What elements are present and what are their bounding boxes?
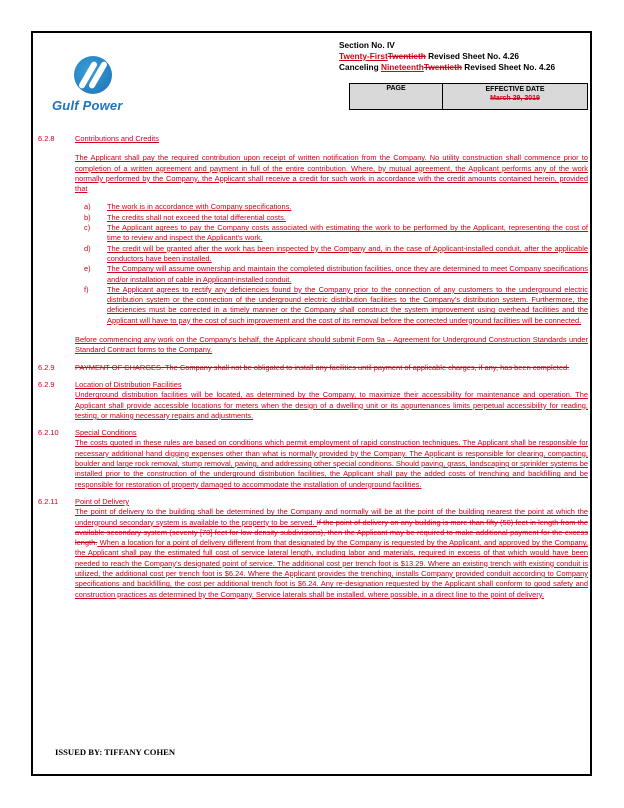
section-title: Location of Distribution Facilities (75, 379, 182, 389)
item-letter: c) (84, 223, 91, 233)
sheet-suffix: Revised Sheet No. 4.26 (425, 51, 519, 61)
section-number: 6.2.10 (38, 428, 59, 438)
section-text: PAYMENT OF CHARGES. The Company shall not be obligated to install any facilities until payment of applicable charges, if any, has been completed. (75, 362, 570, 372)
conditions-list (75, 202, 588, 326)
section-intro: The Applicant shall pay the required contribution upon receipt of written notification from the Company. No utility construction shall commence prior to completion of a written agreement and payment in full of the entire contribution. Where, by mutual agreement, the Applicant performs any of the work normally performed by the Company, the Applicant shall receive a credit for such work in accordance with the credit amounts contained herein, provided that (75, 153, 588, 194)
canceling-old-ordinal: Twentieth (423, 62, 462, 72)
item-text: The Applicant agrees to pay the Company costs associated with estimating the work to be performed by the Applicant, representing the cost of time to review and inspect the Applicant's work. (107, 223, 588, 243)
text-inserted-b: When a location for a point of delivery different from that designated by the Company is requested by the Applicant, and approved by the Company, the Applicant shall pay the estimated full cost of service lateral length, including labor and materials, required in excess of that which would have been needed to reach the Company's designated point of service. The additional cost per trench foot is $13.29. Where an existing trench with existing conduit is utilized, the additional cost per trench foot is $6.24. Where the Applicant provides the trenching, installs Company provided conduit according to Company specifications and backfilling, the cost per additional trench foot is $6.24. Any re-designation requested by the Applicant shall conform to good safety and construction practices as determined by the Company. Service laterals shall be installed, where possible, in a direct line to the point of delivery. (75, 538, 588, 599)
gulf-power-logo (46, 48, 161, 123)
section-6-2-9 (38, 380, 588, 421)
page-frame (31, 31, 592, 776)
section-6-2-8 (38, 134, 588, 356)
item-letter: a) (84, 202, 91, 212)
item-letter: f) (84, 284, 89, 294)
item-letter: e) (84, 264, 91, 274)
effective-date-value: March 29, 2019 (490, 95, 540, 102)
list-item (84, 264, 588, 285)
section-6-2-11 (38, 497, 588, 600)
section-number: 6.2.11 (38, 496, 59, 506)
sheet-line (339, 51, 555, 62)
section-6-2-10 (38, 428, 588, 490)
list-item (84, 212, 588, 223)
section-closing: Before commencing any work on the Company's behalf, the Applicant should submit Form 9a – Agreement for Underground Construction Standards under Standard Contract forms to the Company. (75, 335, 588, 355)
item-text: The credits shall not exceed the total differential costs. (107, 212, 286, 222)
section-number: 6.2.9 (38, 362, 55, 372)
section-number: Section No. IV (339, 40, 395, 50)
effective-date-cell (443, 84, 587, 109)
section-number: 6.2.8 (38, 134, 55, 143)
item-text: The Applicant agrees to rectify any deficiencies found by the Company prior to the connection of any customers to the underground electric distribution system or the connection of the underground electric distribution facilities to the Company's distribution system. Furthermore, the deficiencies must be corrected in a timely manner or the Company shall construct the system improvement using overhead facilities and the Applicant will have to pay the cost of such improvement and the cost of its removal before the corrected underground facilities will be connected. (107, 284, 588, 325)
section-title: Contributions and Credits (75, 134, 159, 143)
canceling-line (339, 62, 555, 73)
section-text: Underground distribution facilities will be located, as determined by the Company, to maximize their accessibility for maintenance and operation. The Applicant shall provide accessible locations for meters when the design of a dwelling unit or its appurtenances limits perpetual accessibility for reading, testing, or making necessary repairs and adjustments. (75, 390, 588, 420)
section-text (75, 507, 588, 600)
gulf-power-logo-icon (74, 56, 112, 94)
sheet-header (339, 40, 555, 73)
list-item (84, 243, 588, 265)
item-text: The credit will be granted after the work has been inspected by the Company and, in the case of Applicant-installed conduit, after the applicable conductors have been installed. (107, 243, 588, 263)
section-number: 6.2.9 (38, 379, 55, 389)
sheet-new-ordinal: Twenty-First (339, 51, 388, 61)
sheet-old-ordinal: Twentieth (387, 51, 426, 61)
item-letter: b) (84, 212, 91, 222)
brand-name: Gulf Power (52, 98, 123, 113)
list-item (84, 223, 588, 244)
list-item (84, 284, 588, 326)
section-title: Point of Delivery (75, 496, 130, 506)
section-text: The costs quoted in these rules are based on conditions which permit employment of rapid construction techniques. The Applicant shall be responsible for necessary additional hand digging expenses other than what is normally provided by the Company. The Applicant is responsible for clearing, compacting, boulder and large rock removal, stump removal, paving, and addressing other special conditions. Should paving, grass, landscaping or sprinkler systems be installed prior to the construction of the underground distribution facilities, the Applicant shall pay the added costs of trenching and backfilling and be responsible for restoration of property damaged to accommodate the installation of underground facilities. (75, 438, 588, 489)
canceling-prefix: Canceling (339, 62, 381, 72)
tariff-body (38, 134, 588, 607)
item-letter: d) (84, 243, 91, 253)
text-deleted: If the point of delivery on any building is more than fifty (50) feet in length from the available secondary system (seventy [70] feet for low density subdivisions), then the Applicant may be required to make additional payment for the excess length. (75, 517, 588, 548)
effective-date-box (349, 83, 588, 110)
item-text: The work is in accordance with Company specifications. (107, 202, 292, 212)
canceling-suffix: Revised Sheet No. 4.26 (461, 62, 556, 72)
page-label: PAGE (350, 84, 443, 109)
section-6-2-9-deleted (38, 363, 588, 373)
list-item (84, 202, 588, 212)
text-inserted-a: The point of delivery to the building shall be determined by the Company and normally will be at the point of the building nearest the point at which the underground secondary system is available to the property to be served. (75, 507, 588, 527)
item-text: The Company will assume ownership and maintain the completed distribution facilities, once they are determined to meet Company specifications and/or installation of cable in Applicant-installed conduit. (107, 264, 588, 284)
section-title: Special Conditions (75, 428, 137, 438)
canceling-new-ordinal: Nineteenth (380, 62, 424, 72)
issued-by: ISSUED BY: TIFFANY COHEN (55, 747, 176, 757)
effective-date-label: EFFECTIVE DATE (485, 86, 545, 93)
